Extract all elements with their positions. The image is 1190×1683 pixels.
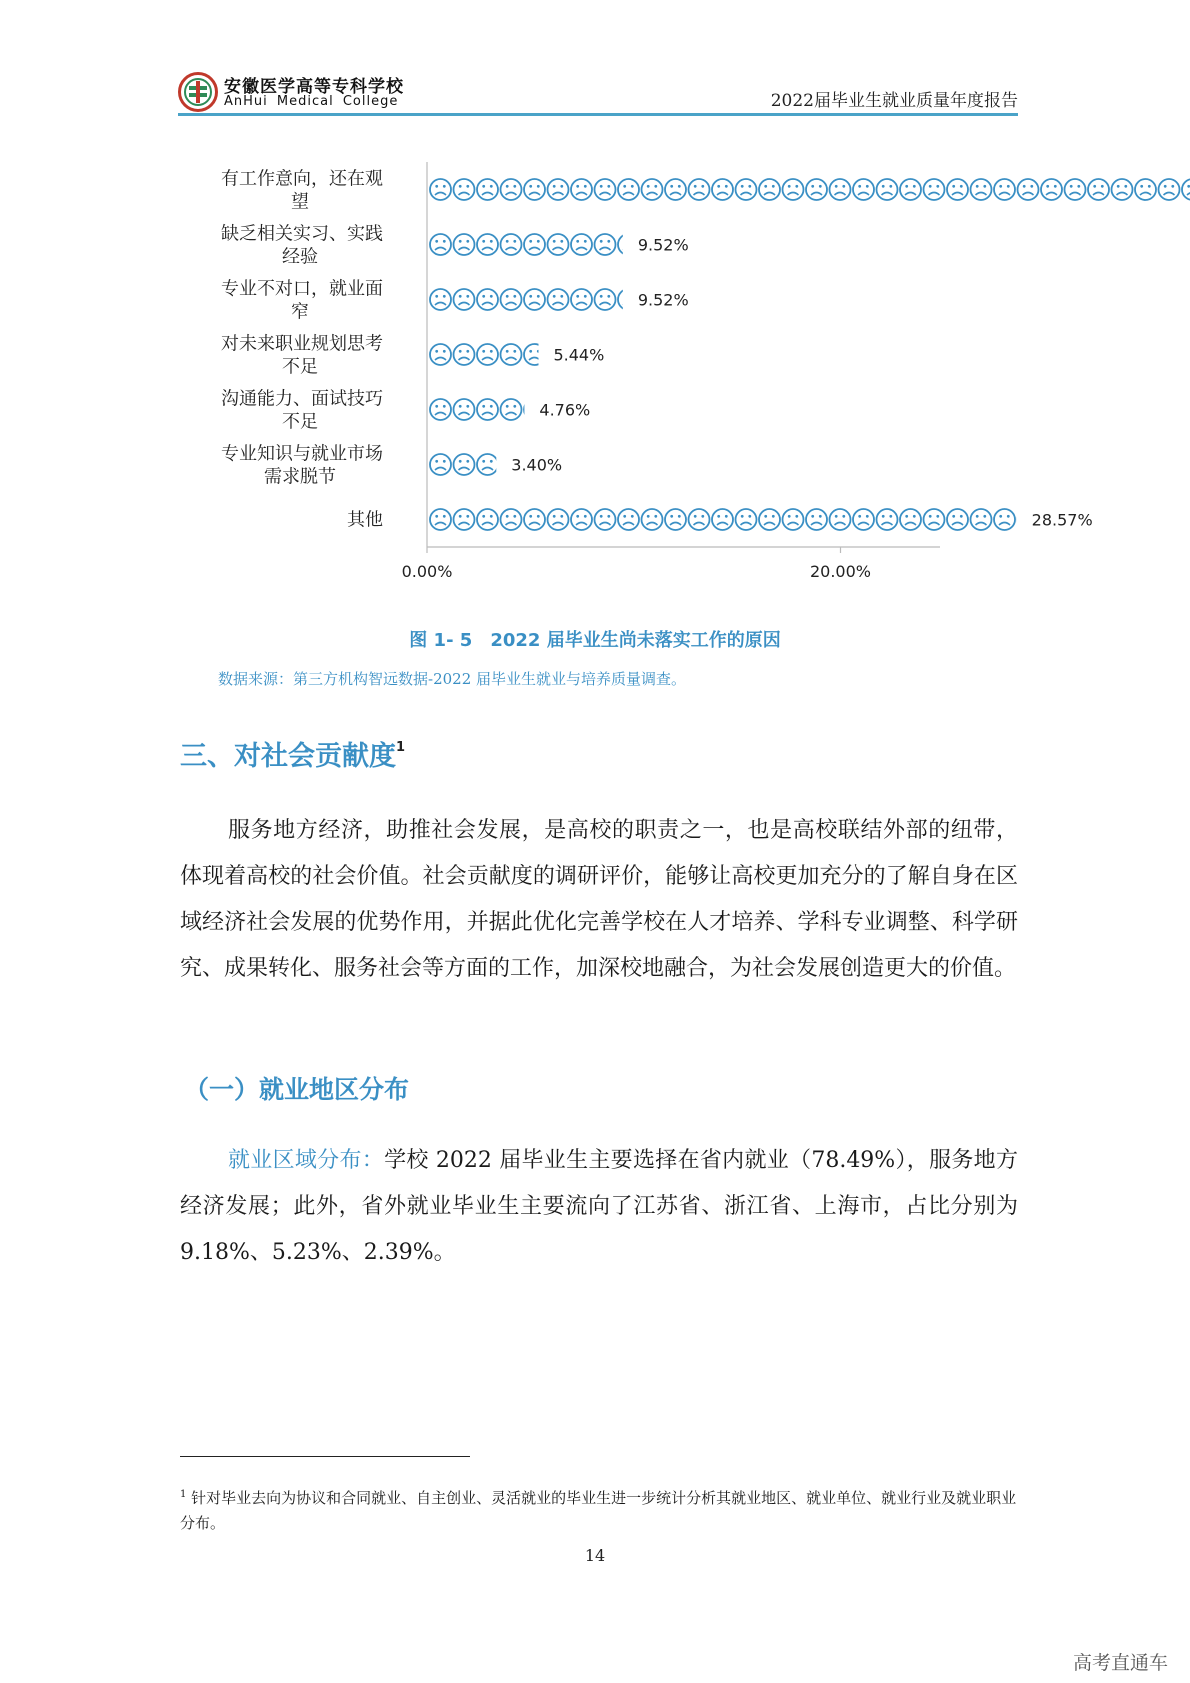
sad-face-icon [430, 234, 451, 255]
report-title: 2022届毕业生就业质量年度报告 [770, 91, 1018, 111]
sad-face-icon [477, 509, 498, 530]
sad-face-icon [877, 179, 898, 200]
sad-face-icon [830, 179, 851, 200]
footnote-text: 针对毕业去向为协议和合同就业、自主创业、灵活就业的毕业生进一步统计分析其就业地区、就业单位、就业行业及就业职业分布。 [180, 1489, 1017, 1532]
sad-face-icon [1159, 179, 1180, 200]
sad-face-icon [853, 179, 874, 200]
sad-face-icon [689, 179, 710, 200]
unemployment-reasons-chart [200, 160, 1093, 581]
sad-face-icon [548, 234, 569, 255]
sad-face-icon [548, 289, 569, 310]
bar [430, 454, 498, 475]
sad-face-icon [924, 509, 945, 530]
sad-face-icon [665, 509, 686, 530]
footnote [180, 1482, 1020, 1536]
sad-face-icon [1135, 179, 1156, 200]
sad-face-icon [571, 179, 592, 200]
sad-face-icon [712, 179, 733, 200]
sad-face-icon [430, 399, 451, 420]
sad-face-icon [454, 399, 475, 420]
bar [430, 509, 1039, 530]
sad-face-icon [430, 454, 451, 475]
sad-face-icon [994, 179, 1015, 200]
sad-face-icon [783, 179, 804, 200]
sad-face-icon [1088, 179, 1109, 200]
sad-face-icon [642, 509, 663, 530]
bar [430, 399, 545, 420]
sad-face-icon [736, 509, 757, 530]
section-title: 三、对社会贡献度 [180, 741, 396, 772]
sad-face-icon [595, 289, 616, 310]
sad-face-icon [548, 179, 569, 200]
value-label: 5.44% [553, 345, 605, 365]
sad-face-icon [501, 179, 522, 200]
sad-face-icon [524, 179, 545, 200]
x-tick-label: 0.00% [401, 562, 453, 581]
sad-face-icon [759, 179, 780, 200]
section-heading [180, 734, 405, 773]
sad-face-icon [477, 289, 498, 310]
data-source: 数据来源：第三方机构智远数据-2022 届毕业生就业与培养质量调查。 [218, 670, 687, 688]
sad-face-icon [736, 179, 757, 200]
sad-face-icon [454, 454, 475, 475]
sad-face-icon [524, 344, 545, 365]
sad-face-icon [571, 289, 592, 310]
sad-face-icon [618, 509, 639, 530]
sad-face-icon [454, 289, 475, 310]
category-label: 有工作意向，还在观望 [221, 168, 383, 213]
sad-face-icon [524, 234, 545, 255]
sad-face-icon [501, 509, 522, 530]
page-header [178, 72, 1018, 112]
bar [430, 234, 639, 255]
page-number: 14 [584, 1546, 606, 1565]
footnote-divider [180, 1456, 470, 1457]
value-label: 9.52% [637, 290, 689, 310]
header-divider [178, 113, 1018, 116]
x-tick-label: 20.00% [809, 562, 872, 581]
bar [430, 344, 545, 365]
sad-face-icon [1182, 179, 1190, 200]
school-name-cn: 安徽医学高等专科学校 [224, 77, 404, 97]
value-label: 9.52% [637, 235, 689, 255]
sad-face-icon [595, 509, 616, 530]
sad-face-icon [548, 509, 569, 530]
subsection-heading: （一）就业地区分布 [184, 1075, 410, 1104]
school-logo-icon [178, 72, 218, 112]
value-label: 4.76% [539, 400, 591, 420]
paragraph-lead: 就业区域分布： [228, 1148, 385, 1173]
sad-face-icon [477, 454, 498, 475]
sad-face-icon [454, 234, 475, 255]
sad-face-icon [430, 179, 451, 200]
sad-face-icon [1018, 179, 1039, 200]
category-label: 缺乏相关实习、实践经验 [221, 223, 383, 268]
sad-face-icon [1112, 179, 1133, 200]
sad-face-icon [501, 344, 522, 365]
value-label: 28.57% [1031, 510, 1093, 530]
sad-face-icon [853, 509, 874, 530]
sad-face-icon [947, 509, 968, 530]
sad-face-icon [524, 289, 545, 310]
sad-face-icon [454, 509, 475, 530]
sad-face-icon [618, 289, 639, 310]
sad-face-icon [924, 179, 945, 200]
footnote-mark: 1 [180, 1489, 187, 1500]
sad-face-icon [712, 509, 733, 530]
sad-face-icon [877, 509, 898, 530]
sad-face-icon [477, 234, 498, 255]
sad-face-icon [430, 289, 451, 310]
sad-face-icon [830, 509, 851, 530]
school-name-en: AnHui Medical College [224, 94, 399, 109]
sad-face-icon [501, 399, 522, 420]
sad-face-icon [1041, 179, 1062, 200]
body-paragraph-1: 服务地方经济，助推社会发展，是高校的职责之一，也是高校联结外部的纽带，体现着高校的社会价值。社会贡献度的调研评价，能够让高校更加充分的了解自身在区域经济社会发展的优势作用，并据此优化完善学校在人才培养、学科专业调整、科学研究、成果转化、服务社会等方面的工作，加深校地融合，为社会发展创造更大的价值。 [180, 818, 1018, 981]
sad-face-icon [783, 509, 804, 530]
sad-face-icon [571, 509, 592, 530]
sad-face-icon [477, 179, 498, 200]
sad-face-icon [524, 509, 545, 530]
category-label: 沟通能力、面试技巧不足 [221, 388, 383, 433]
sad-face-icon [971, 179, 992, 200]
sad-face-icon [994, 509, 1015, 530]
sad-face-icon [454, 179, 475, 200]
sad-face-icon [806, 509, 827, 530]
sad-face-icon [618, 234, 639, 255]
sad-face-icon [665, 179, 686, 200]
sad-face-icon [806, 179, 827, 200]
value-label: 3.40% [511, 455, 563, 475]
sad-face-icon [430, 344, 451, 365]
sad-face-icon [477, 344, 498, 365]
figure-caption: 图 1- 5 2022 届毕业生尚未落实工作的原因 [409, 630, 781, 651]
footnote-ref: 1 [396, 740, 406, 755]
sad-face-icon [759, 509, 780, 530]
sad-face-icon [477, 399, 498, 420]
sad-face-icon [900, 509, 921, 530]
sad-face-icon [571, 234, 592, 255]
sad-face-icon [501, 289, 522, 310]
sad-face-icon [900, 179, 921, 200]
category-label: 专业知识与就业市场需求脱节 [221, 443, 383, 488]
sad-face-icon [501, 234, 522, 255]
paragraph-body: 学校 2022 届毕业生主要选择在省内就业（78.49%），服务地方经济发展；此外，省外就业毕业生主要流向了江苏省、浙江省、上海市，占比分别为 9.18%、5.23%、2.39%。 [180, 1148, 1018, 1265]
bar [430, 179, 1190, 200]
category-label: 专业不对口，就业面窄 [221, 278, 383, 323]
sad-face-icon [1065, 179, 1086, 200]
bar [430, 289, 639, 310]
body-paragraph-2 [180, 1138, 1018, 1276]
sad-face-icon [595, 234, 616, 255]
sad-face-icon [618, 179, 639, 200]
sad-face-icon [642, 179, 663, 200]
sad-face-icon [689, 509, 710, 530]
category-label: 其他 [347, 509, 383, 531]
sad-face-icon [454, 344, 475, 365]
sad-face-icon [947, 179, 968, 200]
sad-face-icon [430, 509, 451, 530]
sad-face-icon [595, 179, 616, 200]
category-label: 对未来职业规划思考不足 [221, 333, 383, 378]
sad-face-icon [971, 509, 992, 530]
watermark: 高考直通车 [1072, 1652, 1168, 1674]
